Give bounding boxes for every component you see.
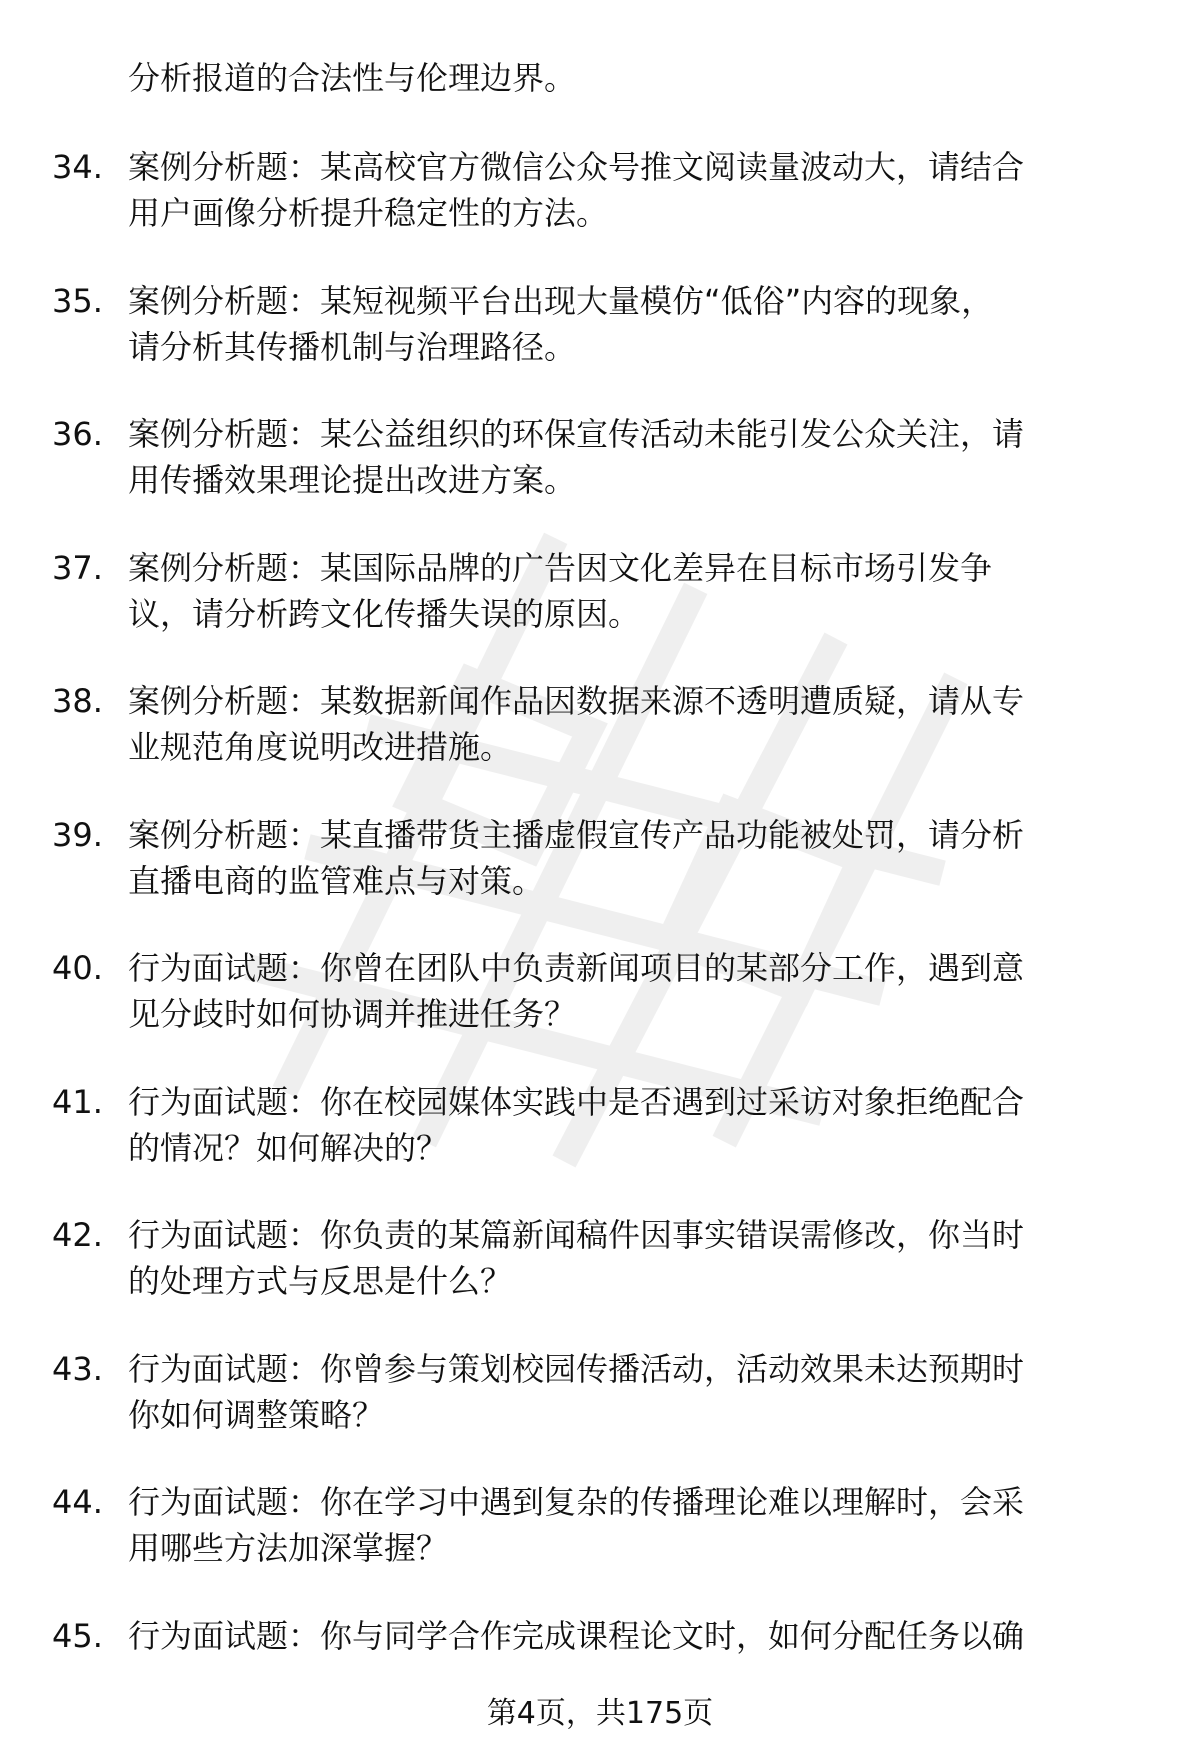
question-number: 40. <box>52 949 103 987</box>
question-text <box>128 144 1138 236</box>
question-text-line: 你如何调整策略？ <box>128 1395 385 1434</box>
question-text <box>128 1079 1138 1171</box>
question-item <box>52 945 1152 1079</box>
question-text-line: 见分歧时如何协调并推进任务？ <box>128 995 577 1033</box>
question-text-line: 案例分析题：某直播带货主播虚假宣传产品功能被处罚，请分析 <box>128 815 1025 854</box>
question-text-line: 案例分析题：某高校官方微信公众号推文阅读量波动大，请结合 <box>128 148 1025 186</box>
question-text-line: 业规范角度说明改进措施。 <box>128 728 513 766</box>
question-item <box>52 1346 1152 1480</box>
question-text-line: 用传播效果理论提出改进方案。 <box>128 461 577 499</box>
question-text-line: 行为面试题：你在学习中遇到复杂的传播理论难以理解时，会采 <box>128 1483 1025 1521</box>
question-number: 41. <box>52 1082 103 1121</box>
question-text-line: 议，请分析跨文化传播失误的原因。 <box>128 594 641 633</box>
question-item <box>52 1479 1152 1613</box>
question-item <box>52 1212 1152 1346</box>
question-text <box>128 1613 1138 1659</box>
question-number: 34. <box>52 148 103 186</box>
question-item <box>52 545 1152 679</box>
question-item <box>52 812 1152 946</box>
question-item <box>52 144 1152 278</box>
question-text-line: 行为面试题：你曾在团队中负责新闻项目的某部分工作，遇到意 <box>128 949 1025 987</box>
question-text-line: 行为面试题：你在校园媒体实践中是否遇到过采访对象拒绝配合 <box>128 1082 1025 1121</box>
question-text-line: 案例分析题：某短视频平台出现大量模仿“低俗”内容的现象， <box>128 281 994 320</box>
question-text <box>128 545 1138 637</box>
question-item <box>52 278 1152 412</box>
question-list <box>52 144 1152 1746</box>
question-text-line: 的情况？如何解决的？ <box>128 1128 449 1167</box>
question-number: 36. <box>52 415 103 453</box>
question-text <box>128 812 1138 904</box>
question-number: 39. <box>52 815 103 854</box>
lead-continuation-line: 分析报道的合法性与伦理边界。 <box>128 59 577 97</box>
question-text-line: 案例分析题：某国际品牌的广告因文化差异在目标市场引发争 <box>128 548 993 587</box>
question-text-line: 行为面试题：你负责的某篇新闻稿件因事实错误需修改，你当时 <box>128 1216 1025 1254</box>
question-text <box>128 1479 1138 1571</box>
question-item <box>52 411 1152 545</box>
question-text <box>128 411 1138 503</box>
question-text-line: 直播电商的监管难点与对策。 <box>128 861 545 900</box>
question-item <box>52 678 1152 812</box>
question-text-line: 的处理方式与反思是什么？ <box>128 1262 513 1300</box>
question-number: 43. <box>52 1349 103 1388</box>
question-text-line: 用户画像分析提升稳定性的方法。 <box>128 194 609 232</box>
question-item <box>52 1079 1152 1213</box>
question-text-line: 用哪些方法加深掌握？ <box>128 1529 449 1567</box>
question-text <box>128 1212 1138 1304</box>
question-text-line: 请分析其传播机制与治理路径。 <box>128 327 577 366</box>
question-text <box>128 945 1138 1037</box>
question-text-line: 案例分析题：某数据新闻作品因数据来源不透明遭质疑，请从专 <box>128 682 1025 720</box>
question-text-line: 行为面试题：你与同学合作完成课程论文时，如何分配任务以确 <box>128 1616 1025 1655</box>
question-text <box>128 278 1138 370</box>
question-text <box>128 1346 1138 1438</box>
page-footer: 第4页，共175页 <box>486 1696 714 1731</box>
question-text-line: 案例分析题：某公益组织的环保宣传活动未能引发公众关注，请 <box>128 415 1025 453</box>
question-number: 35. <box>52 281 103 320</box>
question-number: 44. <box>52 1483 103 1521</box>
question-number: 37. <box>52 548 103 587</box>
question-text <box>128 678 1138 770</box>
question-number: 42. <box>52 1216 103 1254</box>
question-text-line: 行为面试题：你曾参与策划校园传播活动，活动效果未达预期时 <box>128 1349 1025 1388</box>
question-number: 38. <box>52 682 103 720</box>
question-number: 45. <box>52 1616 103 1655</box>
